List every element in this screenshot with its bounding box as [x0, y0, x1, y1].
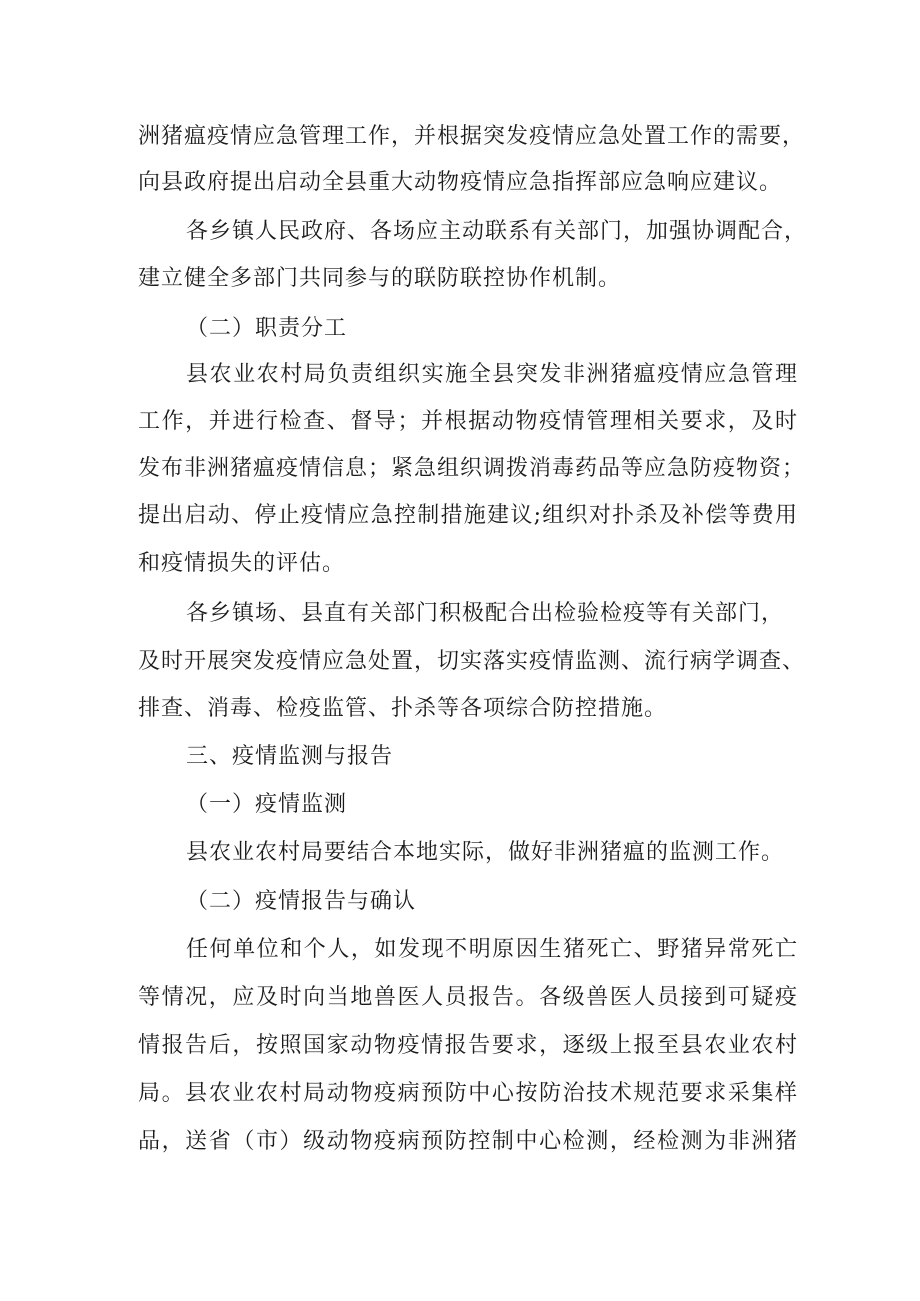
paragraph-first-line: 任何单位和个人，如发现不明原因生猪死亡、野猪异常死亡	[186, 937, 798, 962]
body-text-line: 向县政府提出启动全县重大动物疫情应急指挥部应急响应建议。	[138, 170, 783, 195]
body-text-line: 等情况，应及时向当地兽医人员报告。各级兽医人员接到可疑疫	[138, 985, 798, 1010]
subsection-heading: （二）职责分工	[186, 316, 348, 341]
body-text-line: 发布非洲猪瘟疫情信息；紧急组织调拨消毒药品等应急防疫物资；	[138, 456, 806, 481]
body-text-line: 局。县农业农村局动物疫病预防中心按防治技术规范要求采集样	[138, 1081, 798, 1106]
paragraph-first-line: 县农业农村局负责组织实施全县突发非洲猪瘟疫情应急管理	[186, 362, 798, 387]
body-text-line: 及时开展突发疫情应急处置，切实落实疫情监测、流行病学调查、	[138, 649, 806, 674]
body-text-line: 工作，并进行检查、督导；并根据动物疫情管理相关要求，及时	[138, 409, 798, 434]
body-text-line: 提出启动、停止疫情应急控制措施建议;组织对扑杀及补偿等费用	[138, 503, 798, 528]
paragraph-first-line: 各乡镇场、县直有关部门积极配合出检验检疫等有关部门，	[186, 601, 785, 626]
body-text-line: 和疫情损失的评估。	[138, 551, 346, 576]
section-heading: 三、疫情监测与报告	[186, 744, 394, 769]
body-text-line: 洲猪瘟疫情应急管理工作，并根据突发疫情应急处置工作的需要，	[138, 124, 806, 149]
body-text-line: 品，送省（市）级动物疫病预防控制中心检测，经检测为非洲猪	[138, 1129, 798, 1154]
body-text-line: 排查、消毒、检疫监管、扑杀等各项综合防控措施。	[138, 696, 668, 721]
subsection-heading: （一）疫情监测	[186, 792, 348, 817]
subsection-heading: （二）疫情报告与确认	[186, 889, 417, 914]
body-text-line: 建立健全多部门共同参与的联防联控协作机制。	[138, 266, 622, 291]
body-text-line: 情报告后，按照国家动物疫情报告要求，逐级上报至县农业农村	[138, 1033, 798, 1058]
paragraph-first-line: 各乡镇人民政府、各场应主动联系有关部门，加强协调配合，	[186, 219, 808, 244]
paragraph-line: 县农业农村局要结合本地实际，做好非洲猪瘟的监测工作。	[186, 840, 785, 865]
